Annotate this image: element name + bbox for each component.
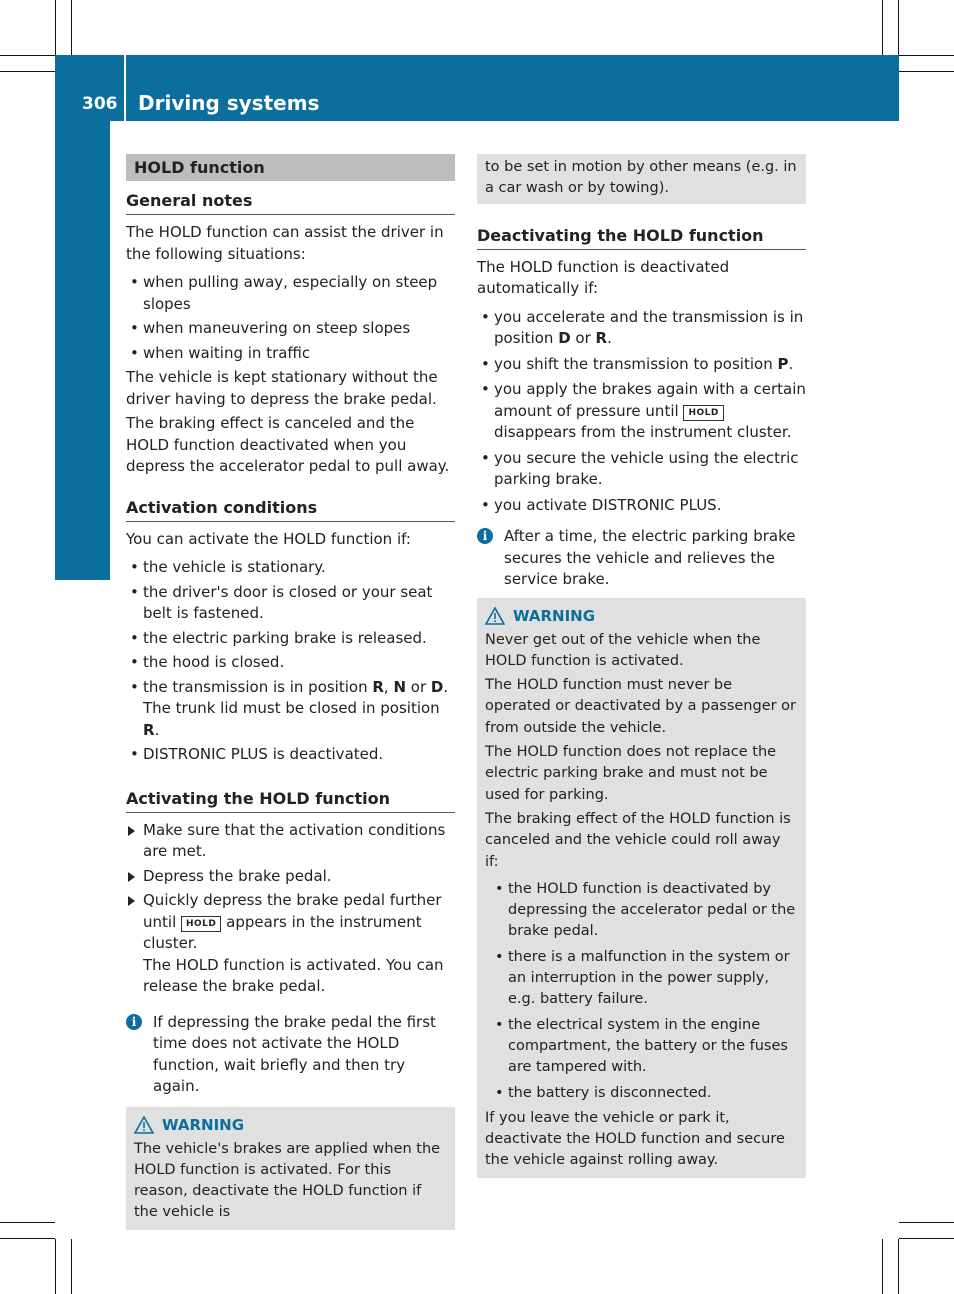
warning-header — [485, 604, 798, 628]
info-icon: i — [477, 528, 493, 544]
crop-mark — [55, 1239, 56, 1294]
info-text: After a time, the electric parking brake secures the vehicle and relieves the service brake. — [504, 527, 796, 589]
section-title: HOLD function — [126, 154, 455, 181]
warning-title: WARNING — [162, 1115, 245, 1134]
text: or — [570, 329, 596, 348]
crop-mark — [55, 0, 56, 55]
activating-steps — [126, 820, 455, 998]
step-item — [126, 890, 455, 998]
left-column — [126, 154, 455, 1230]
warning-para: The HOLD function does not replace the electric parking brake and must not be used for parking. — [485, 744, 777, 803]
text: . — [607, 329, 612, 348]
info-icon: i — [126, 1014, 142, 1030]
heading-general-notes: General notes — [126, 191, 455, 215]
position-p: P — [777, 354, 789, 373]
deactivating-list — [477, 307, 806, 517]
text: . — [788, 354, 794, 373]
header-divider — [124, 55, 126, 121]
list-item: • the battery is disconnected. — [491, 1083, 798, 1104]
warning-triangle-icon — [134, 1116, 154, 1134]
list-item: • you activate DISTRONIC PLUS. — [477, 495, 806, 517]
warning-text: The vehicle's brakes are applied when the HOLD function is activated. For this reason, deactivate the HOLD function if the vehicle is — [134, 1140, 441, 1221]
position-d: D — [558, 329, 571, 348]
info-note — [126, 1012, 455, 1098]
warning-para: Never get out of the vehicle when the HOLD function is activated. — [485, 631, 761, 669]
step-result: The HOLD function is activated. You can release the brake pedal. — [143, 955, 444, 995]
warning-continued — [477, 154, 806, 204]
page-number: 306 — [82, 94, 118, 114]
text: appears in the instrument cluster. — [143, 912, 422, 952]
chapter-title: Driving systems — [138, 91, 320, 115]
text: disappears from the instrument cluster. — [494, 423, 792, 442]
crop-mark — [899, 1222, 954, 1223]
position-d: D — [430, 677, 444, 696]
list-item — [477, 354, 806, 376]
warning-title: WARNING — [513, 606, 596, 625]
text: The trunk lid must be closed in position — [143, 699, 440, 717]
position-r: R — [595, 329, 608, 348]
crop-mark — [0, 71, 55, 72]
position-r: R — [143, 720, 155, 739]
warning-para: The braking effect of the HOLD function is canceled and the vehicle could roll away if: — [485, 810, 791, 870]
list-item: • you secure the vehicle using the electric parking brake. — [477, 448, 806, 491]
list-item: • the HOLD function is deactivated by depressing the accelerator pedal or the brake pedal. — [491, 879, 798, 943]
crop-mark — [0, 1238, 55, 1239]
list-item: • there is a malfunction in the system or an interruption in the power supply, e.g. battery failure. — [491, 947, 798, 1011]
list-item: • when maneuvering on steep slopes — [126, 318, 455, 340]
heading-activating: Activating the HOLD function — [126, 789, 455, 813]
hold-indicator-icon: HOLD — [683, 405, 723, 421]
position-r: R — [372, 677, 384, 696]
heading-activation-conditions: Activation conditions — [126, 498, 455, 522]
hold-indicator-icon: HOLD — [181, 916, 221, 932]
list-item: • when waiting in traffic — [126, 343, 455, 365]
step-item: Make sure that the activation conditions are met. — [126, 820, 455, 863]
text: . — [154, 720, 160, 739]
crop-mark — [71, 1239, 72, 1294]
activation-list — [126, 557, 455, 766]
deactivating-intro: The HOLD function is deactivated automatically if: — [477, 257, 730, 298]
crop-mark — [899, 71, 954, 72]
list-item: • the electrical system in the engine compartment, the battery or the fuses are tampered with. — [491, 1015, 798, 1079]
heading-deactivating: Deactivating the HOLD function — [477, 226, 806, 250]
warning-triangle-icon — [485, 607, 505, 625]
crop-mark — [882, 1239, 883, 1294]
general-notes-para: The vehicle is kept stationary without the driver having to depress the brake pedal. — [126, 368, 438, 408]
text: Quickly depress the brake pedal further until — [143, 891, 442, 931]
side-tab-label: Driving and parking — [69, 291, 95, 549]
crop-mark — [882, 0, 883, 55]
right-column — [477, 154, 806, 1178]
text: or — [406, 677, 431, 696]
crop-mark — [0, 1222, 55, 1223]
activation-intro: You can activate the HOLD function if: — [126, 529, 411, 548]
crop-mark — [898, 0, 899, 55]
crop-mark — [899, 55, 954, 56]
warning-continued-text: to be set in motion by other means (e.g. in a car wash or by towing). — [485, 159, 797, 197]
text: the transmission is in position — [143, 677, 373, 696]
text: you apply the brakes again with a certain amount of pressure until — [494, 380, 806, 420]
general-notes-list — [126, 272, 455, 364]
warning-box — [126, 1107, 455, 1230]
warning-box — [477, 598, 806, 1178]
crop-mark — [899, 1238, 954, 1239]
general-notes-intro: The HOLD function can assist the driver in the following situations: — [126, 223, 444, 263]
step-item: Depress the brake pedal. — [126, 866, 455, 888]
warning-para: If you leave the vehicle or park it, deactivate the HOLD function and secure the vehicle against rolling away. — [485, 1109, 785, 1169]
warning-header — [134, 1113, 447, 1137]
list-item: • when pulling away, especially on steep slopes — [126, 272, 455, 315]
text: you shift the transmission to position — [494, 354, 778, 373]
list-item: • the driver's door is closed or your seat belt is fastened. — [126, 582, 455, 625]
crop-mark — [71, 0, 72, 55]
warning-list — [485, 879, 798, 1104]
crop-mark — [0, 55, 55, 56]
list-item: • the vehicle is stationary. — [126, 557, 455, 579]
text: . — [443, 677, 449, 696]
list-item: • the hood is closed. — [126, 652, 455, 674]
text: , — [383, 677, 394, 696]
list-item — [126, 677, 455, 742]
general-notes-para: The braking effect is canceled and the HOLD function deactivated when you depress the accelerator pedal to pull away. — [126, 414, 450, 475]
list-item — [477, 379, 806, 444]
crop-mark — [898, 1239, 899, 1294]
list-item — [477, 307, 806, 350]
warning-para: The HOLD function must never be operated or deactivated by a passenger or from outside the vehicle. — [485, 677, 797, 736]
info-note — [477, 526, 806, 591]
info-text: If depressing the brake pedal the first time does not activate the HOLD function, wait briefly and then try again. — [153, 1012, 436, 1095]
list-item: • the electric parking brake is released. — [126, 628, 455, 650]
list-item: • DISTRONIC PLUS is deactivated. — [126, 744, 455, 766]
position-n: N — [393, 677, 407, 696]
text: you accelerate and the transmission is in position — [494, 307, 804, 348]
